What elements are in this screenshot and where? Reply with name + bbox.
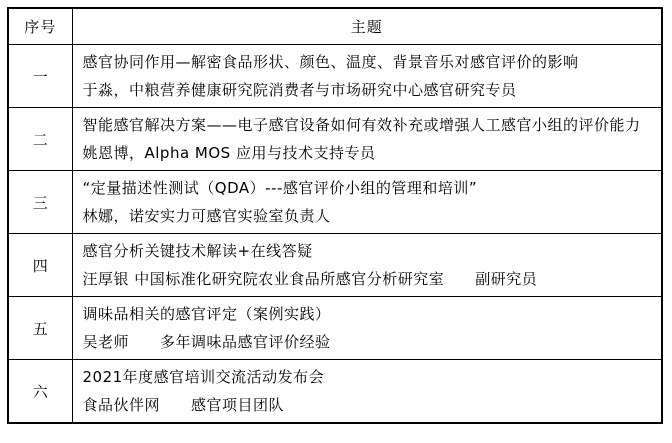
topic-cell [72, 171, 662, 234]
row-number-cell [8, 234, 72, 297]
table-row [8, 297, 662, 360]
row-number: 五 [32, 319, 48, 338]
row-number: 三 [32, 193, 48, 212]
row-number: 一 [32, 67, 48, 86]
training-schedule-table [7, 7, 663, 424]
table-body [8, 45, 662, 424]
topic-title: 感官分析关键技术解读+在线答疑 [82, 242, 313, 260]
topic-speaker: 汪厚银 中国标准化研究院农业食品所感官分析研究室 副研究员 [82, 270, 538, 288]
table-row [8, 108, 662, 171]
column-header-number: 序号 [8, 8, 72, 45]
topic-cell [72, 360, 662, 424]
row-number: 六 [32, 382, 48, 401]
header-row [8, 8, 662, 45]
topic-speaker: 食品伙伴网 感官项目团队 [82, 396, 285, 414]
table-row [8, 45, 662, 108]
table-row [8, 234, 662, 297]
row-number-cell [8, 108, 72, 171]
topic-speaker: 于淼，中粮营养健康研究院消费者与市场研究中心感官研究专员 [82, 81, 517, 99]
topic-title: 2021年度感官培训交流活动发布会 [82, 368, 325, 386]
row-number-cell [8, 45, 72, 108]
topic-title: 调味品相关的感官评定（案例实践） [82, 305, 331, 323]
table-row [8, 171, 662, 234]
topic-speaker: 吴老师 多年调味品感官评价经验 [82, 333, 331, 351]
column-header-topic: 主题 [72, 8, 662, 45]
topic-cell [72, 108, 662, 171]
row-number-cell [8, 297, 72, 360]
topic-speaker: 姚恩博，Alpha MOS 应用与技术支持专员 [82, 144, 376, 162]
row-number-cell [8, 360, 72, 424]
row-number-cell [8, 171, 72, 234]
row-number: 二 [32, 130, 48, 149]
topic-title: “定量描述性测试（QDA）---感官评价小组的管理和培训” [82, 179, 478, 197]
topic-speaker: 林娜，诺安实力可感官实验室负责人 [82, 207, 331, 225]
row-number: 四 [32, 256, 48, 275]
topic-cell [72, 297, 662, 360]
topic-title: 感官协同作用—解密食品形状、颜色、温度、背景音乐对感官评价的影响 [82, 53, 579, 71]
topic-cell [72, 234, 662, 297]
topic-cell [72, 45, 662, 108]
topic-title: 智能感官解决方案——电子感官设备如何有效补充或增强人工感官小组的评价能力 [82, 116, 641, 134]
table-row [8, 360, 662, 424]
